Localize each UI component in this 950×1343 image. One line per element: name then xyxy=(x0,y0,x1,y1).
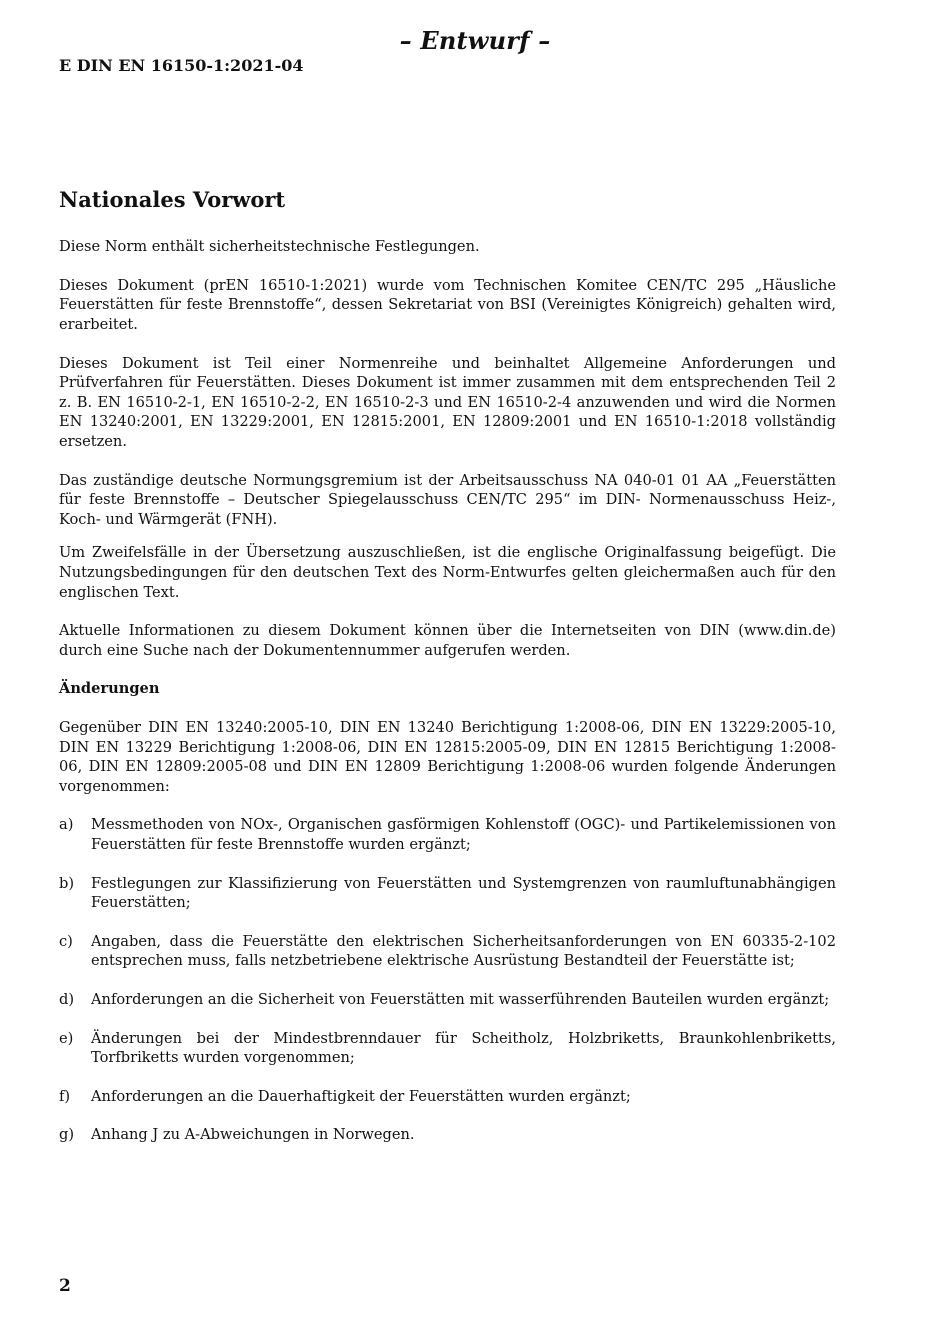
item-marker: e) xyxy=(59,1029,74,1047)
document-body xyxy=(59,186,836,1164)
change-item xyxy=(59,932,836,971)
changes-list xyxy=(59,815,836,1145)
change-item xyxy=(59,990,836,1010)
item-text: Anforderungen an die Sicherheit von Feuerstätten mit wasserführenden Bauteilen wurden ergänzt; xyxy=(91,990,830,1008)
item-marker: c) xyxy=(59,932,73,950)
item-marker: f) xyxy=(59,1087,71,1105)
item-marker: d) xyxy=(59,990,75,1008)
changes-heading: Änderungen xyxy=(59,680,160,698)
change-item xyxy=(59,1029,836,1068)
paragraph-5: Um Zweifelsfälle in der Übersetzung auszuschließen, ist die englische Originalfassung beigefügt. Die Nutzungsbedingungen für den deutschen Text des Norm-Entwurfes gelten gleichermaßen auch für den englischen Text. xyxy=(59,544,836,601)
item-text: Änderungen bei der Mindestbrenndauer für Scheitholz, Holzbriketts, Braunkohlenbriketts, Torfbriketts wurden vorgenommen; xyxy=(91,1029,836,1067)
change-item xyxy=(59,874,836,913)
paragraph-6: Aktuelle Informationen zu diesem Dokument können über die Internetseiten von DIN (www.din.de) durch eine Suche nach der Dokumentennummer aufgerufen werden. xyxy=(59,622,836,659)
item-text: Anforderungen an die Dauerhaftigkeit der Feuerstätten wurden ergänzt; xyxy=(91,1087,631,1105)
item-marker: g) xyxy=(59,1126,75,1144)
paragraph-2: Dieses Dokument (prEN 16510-1:2021) wurde vom Technischen Komitee CEN/TC 295 „Häusliche Feuerstätten für feste Brennstoffe“, dessen Sekretariat von BSI (Vereinigtes Königreich) gehalten wird, erarbeitet. xyxy=(59,276,836,334)
paragraph-1: Diese Norm enthält sicherheitstechnische Festlegungen. xyxy=(59,238,480,256)
document-id: E DIN EN 16150-1:2021-04 xyxy=(59,56,304,75)
paragraph-3: Dieses Dokument ist Teil einer Normenreihe und beinhaltet Allgemeine Anforderungen und Prüfverfahren für Feuerstätten. Dieses Dokument ist immer zusammen mit dem entsprechenden Teil 2 z. B. EN 16510-2-1, EN 16510-2-2, EN 16510-2-3 und EN 16510-2-4 anzuwenden und wird die Normen EN 13240:2001, EN 13229:2001, EN 12815:2001, EN 12809:2001 und EN 16510-1:2018 vollständig ersetzen. xyxy=(59,354,836,451)
item-marker: b) xyxy=(59,874,75,892)
item-text: Anhang J zu A-Abweichungen in Norwegen. xyxy=(91,1126,415,1144)
item-text: Festlegungen zur Klassifizierung von Feuerstätten und Systemgrenzen von raumluftunabhängigen Feuerstätten; xyxy=(91,874,836,912)
change-item xyxy=(59,815,836,854)
section-heading: Nationales Vorwort xyxy=(59,187,286,212)
paragraph-4: Das zuständige deutsche Normungsgremium ist der Arbeitsausschuss NA 040-01 01 AA „Feuerstätten für feste Brennstoffe – Deutscher Spiegelausschuss CEN/TC 295“ im DIN- Normenausschuss Heiz-, Koch- und Wärmgerät (FNH). xyxy=(59,471,836,528)
item-text: Messmethoden von NOx-, Organischen gasförmigen Kohlenstoff (OGC)- und Partikelemissionen von Feuerstätten für feste Brennstoffe wurden ergänzt; xyxy=(91,816,836,853)
page-number: 2 xyxy=(59,1276,71,1296)
item-marker: a) xyxy=(59,816,74,834)
changes-intro: Gegenüber DIN EN 13240:2005-10, DIN EN 13240 Berichtigung 1:2008-06, DIN EN 13229:2005-10, DIN EN 13229 Berichtigung 1:2008-06, DIN EN 12815:2005-09, DIN EN 12815 Berichtigung 1:2008-06, DIN EN 12809:2005-08 und DIN EN 12809 Berichtigung 1:2008-06 wurden folgende Änderungen vorgenommen: xyxy=(59,718,836,795)
item-text: Angaben, dass die Feuerstätte den elektrischen Sicherheitsanforderungen von EN 60335-2-102 entsprechen muss, falls netzbetriebene elektrische Ausrüstung Bestandteil der Feuerstätte ist; xyxy=(91,932,836,970)
draft-label: – Entwurf – xyxy=(399,26,551,55)
change-item xyxy=(59,1087,836,1107)
change-item xyxy=(59,1125,836,1145)
